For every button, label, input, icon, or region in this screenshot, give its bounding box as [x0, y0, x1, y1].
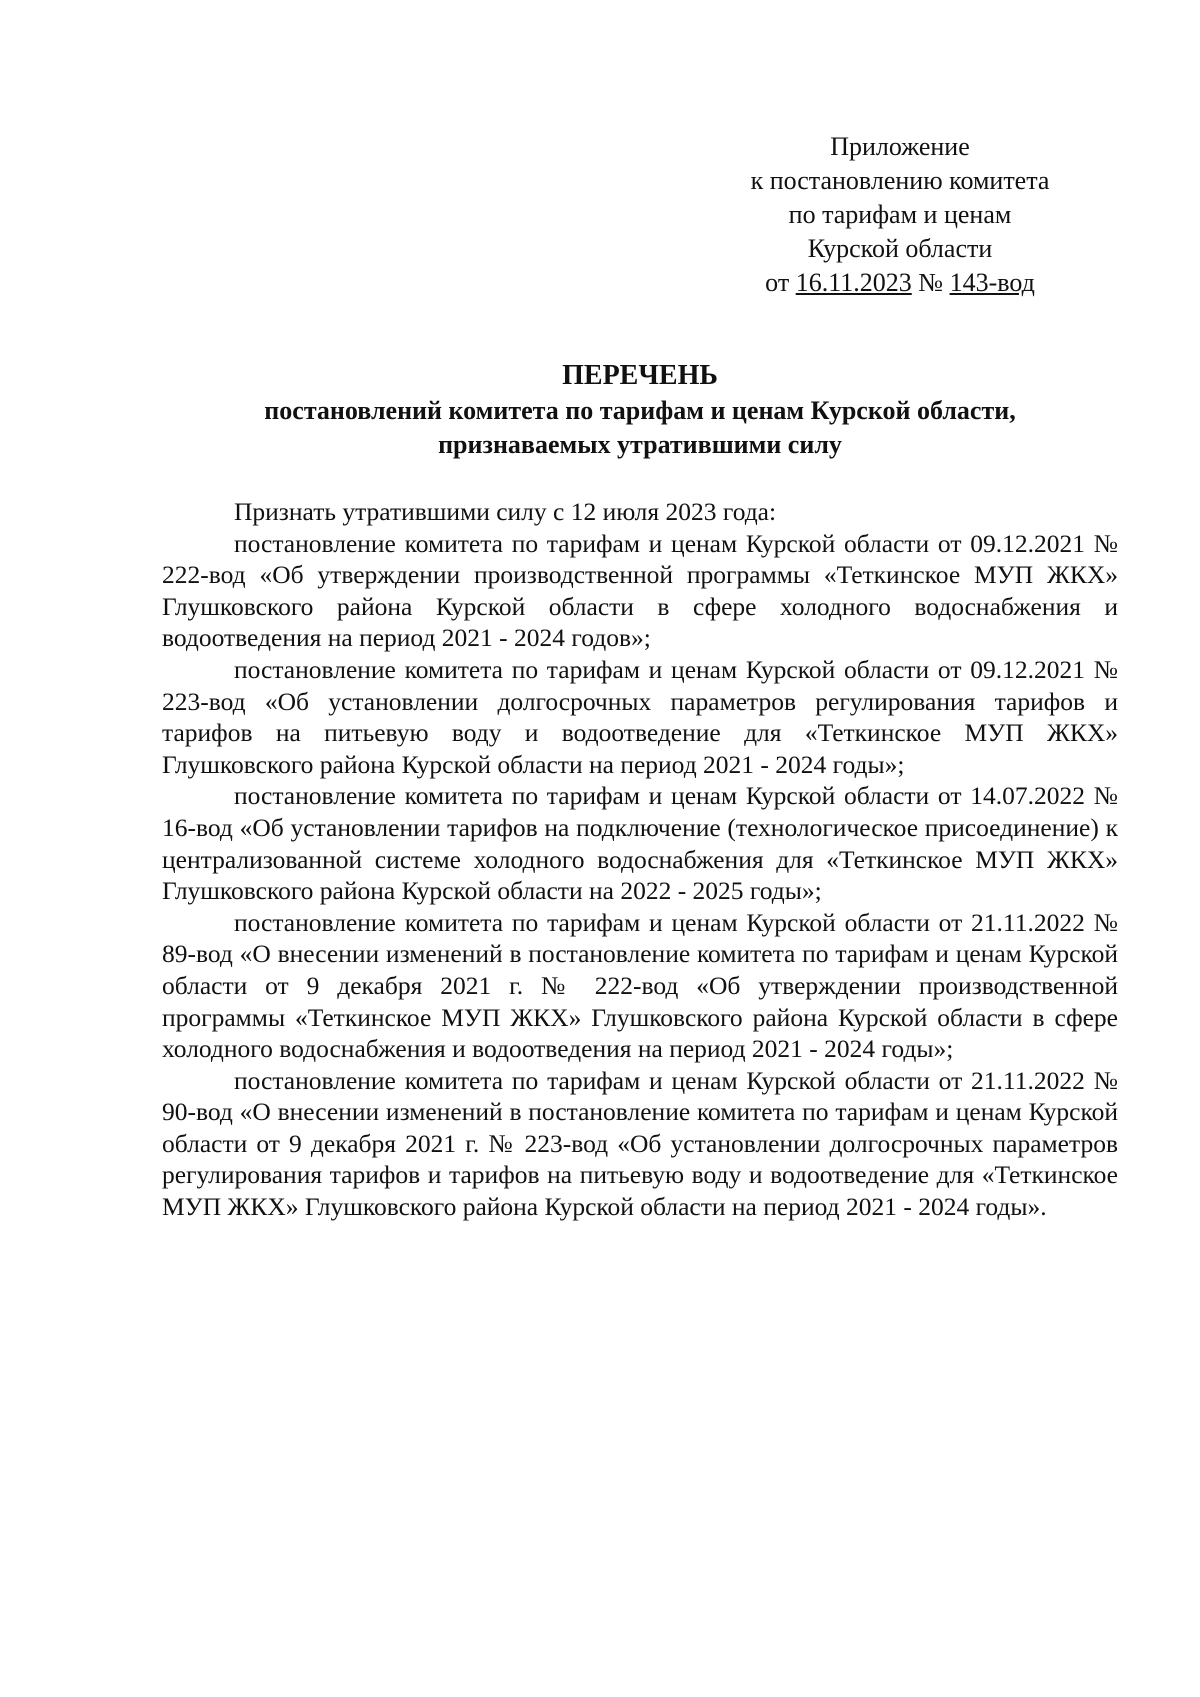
decree-date: 16.11.2023: [795, 268, 912, 297]
appendix-ref-line: к постановлению комитета: [750, 166, 1050, 195]
appendix-ref-line: по тарифам и ценам: [788, 200, 1012, 229]
decree-number: 143-вод: [949, 268, 1035, 297]
appendix-header: [720, 130, 1080, 300]
appendix-title: Приложение: [830, 132, 970, 161]
list-item: постановление комитета по тарифам и ценам Курской области от 14.07.2022 № 16-вод «Об установлении тарифов на подключение (технологическое присоединение) к централизованной системе холодного водоснабжения для «Теткинское МУП ЖКХ» Глушковского района Курской области на 2022 - 2025 годы»;: [162, 781, 1118, 906]
intro-paragraph: Признать утратившими силу с 12 июля 2023 года:: [234, 497, 777, 526]
appendix-date-line: [720, 266, 1080, 300]
list-item: постановление комитета по тарифам и ценам Курской области от 21.11.2022 № 90-вод «О внесении изменений в постановление комитета по тарифам и ценам Курской области от 9 декабря 2021 г. № 223-вод «Об установлении долгосрочных параметров регулирования тарифов и тарифов на питьевую воду и водоотведение для «Теткинское МУП ЖКХ» Глушковского района Курской области на период 2021 - 2024 годы».: [162, 1065, 1118, 1222]
document-body: [162, 496, 1118, 1223]
title-heading: ПЕРЕЧЕНЬ: [562, 360, 718, 391]
list-item: постановление комитета по тарифам и ценам Курской области от 21.11.2022 № 89-вод «О внесении изменений в постановление комитета по тарифам и ценам Курской области от 9 декабря 2021 г. № 222-вод «Об утверждении производственной программы «Теткинское МУП ЖКХ» Глушковского района Курской области в сфере холодного водоснабжения и водоотведения на период 2021 - 2024 годы»;: [162, 907, 1118, 1064]
list-item: постановление комитета по тарифам и ценам Курской области от 09.12.2021 № 222-вод «Об утверждении производственной программы «Теткинское МУП ЖКХ» Глушковского района Курской области в сфере холодного водоснабжения и водоотведения на период 2021 - 2024 годов»;: [162, 528, 1118, 653]
title-subtitle-line: постановлений комитета по тарифам и ценам Курской области,: [264, 396, 1016, 425]
date-prefix: от: [765, 268, 796, 297]
appendix-ref-line: Курской области: [807, 234, 993, 263]
document-title: [160, 358, 1120, 462]
number-prefix: №: [911, 268, 950, 297]
title-subtitle-line: признаваемых утратившими силу: [438, 430, 842, 459]
list-item: постановление комитета по тарифам и ценам Курской области от 09.12.2021 № 223-вод «Об установлении долгосрочных параметров регулирования тарифов и тарифов на питьевую воду и водоотведение для «Теткинское МУП ЖКХ» Глушковского района Курской области на период 2021 - 2024 годы»;: [162, 654, 1118, 779]
